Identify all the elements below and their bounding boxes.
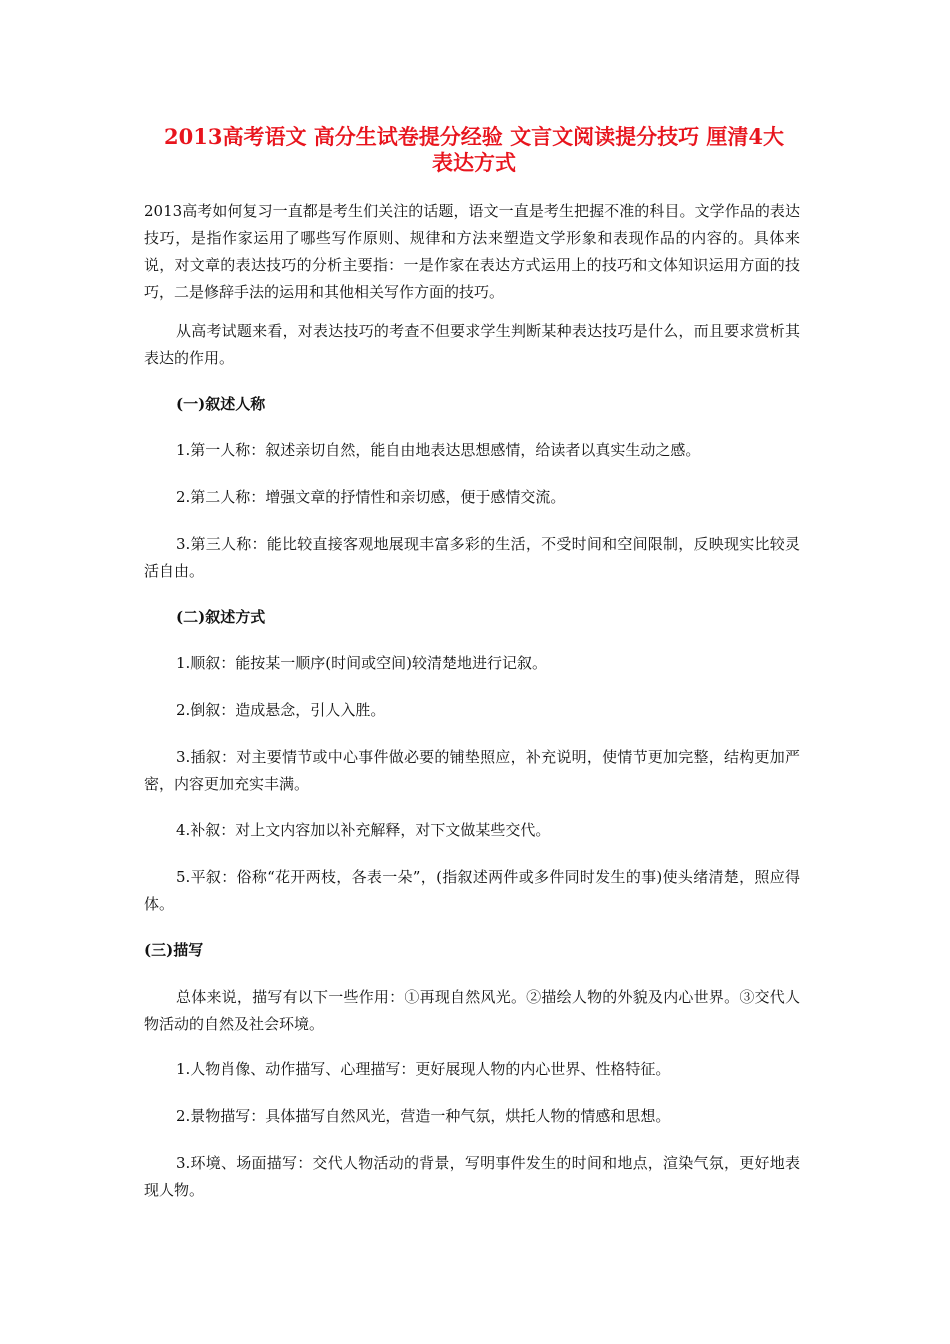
sec3-item-2: 2.景物描写：具体描写自然风光，营造一种气氛，烘托人物的情感和思想。	[176, 1107, 671, 1125]
sec3-item-1: 1.人物肖像、动作描写、心理描写：更好展现人物的内心世界、性格特征。	[176, 1060, 671, 1078]
sec1-item-3: 3.第三人称：能比较直接客观地展现丰富多彩的生活，不受时间和空间限制，反映现实比较灵活自由。	[144, 535, 800, 580]
title-line-1: 2013高考语文 高分生试卷提分经验 文言文阅读提分技巧 厘清4大	[164, 124, 784, 149]
document-title	[144, 124, 804, 176]
section-2-heading: (二)叙述方式	[176, 608, 266, 626]
sec3-item-3: 3.环境、场面描写：交代人物活动的背景，写明事件发生的时间和地点，渲染气氛，更好地表现人物。	[144, 1154, 800, 1199]
sec2-item-3: 3.插叙：对主要情节或中心事件做必要的铺垫照应，补充说明，使情节更加完整，结构更加严密，内容更加充实丰满。	[144, 748, 800, 793]
sec2-item-2: 2.倒叙：造成悬念，引人入胜。	[176, 701, 386, 719]
paragraph-2: 从高考试题来看，对表达技巧的考查不但要求学生判断某种表达技巧是什么，而且要求赏析其表达的作用。	[144, 322, 800, 367]
sec3-intro: 总体来说，描写有以下一些作用：①再现自然风光。②描绘人物的外貌及内心世界。③交代人物活动的自然及社会环境。	[144, 988, 800, 1033]
sec1-item-2: 2.第二人称：增强文章的抒情性和亲切感，便于感情交流。	[176, 488, 566, 506]
title-line-2: 表达方式	[432, 150, 516, 175]
sec1-item-1: 1.第一人称：叙述亲切自然，能自由地表达思想感情，给读者以真实生动之感。	[176, 441, 701, 459]
intro-paragraph: 2013高考如何复习一直都是考生们关注的话题，语文一直是考生把握不准的科目。文学作品的表达技巧，是指作家运用了哪些写作原则、规律和方法来塑造文学形象和表现作品的内容的。具体来说，对文章的表达技巧的分析主要指：一是作家在表达方式运用上的技巧和文体知识运用方面的技巧，二是修辞手法的运用和其他相关写作方面的技巧。	[144, 202, 800, 301]
sec2-item-1: 1.顺叙：能按某一顺序(时间或空间)较清楚地进行记叙。	[176, 654, 548, 672]
sec2-item-4: 4.补叙：对上文内容加以补充解释，对下文做某些交代。	[176, 821, 551, 839]
sec2-item-5: 5.平叙：俗称“花开两枝，各表一朵”，(指叙述两件或多件同时发生的事)使头绪清楚，照应得体。	[144, 868, 800, 913]
section-3-heading: (三)描写	[144, 941, 204, 959]
section-1-heading: (一)叙述人称	[176, 395, 266, 413]
